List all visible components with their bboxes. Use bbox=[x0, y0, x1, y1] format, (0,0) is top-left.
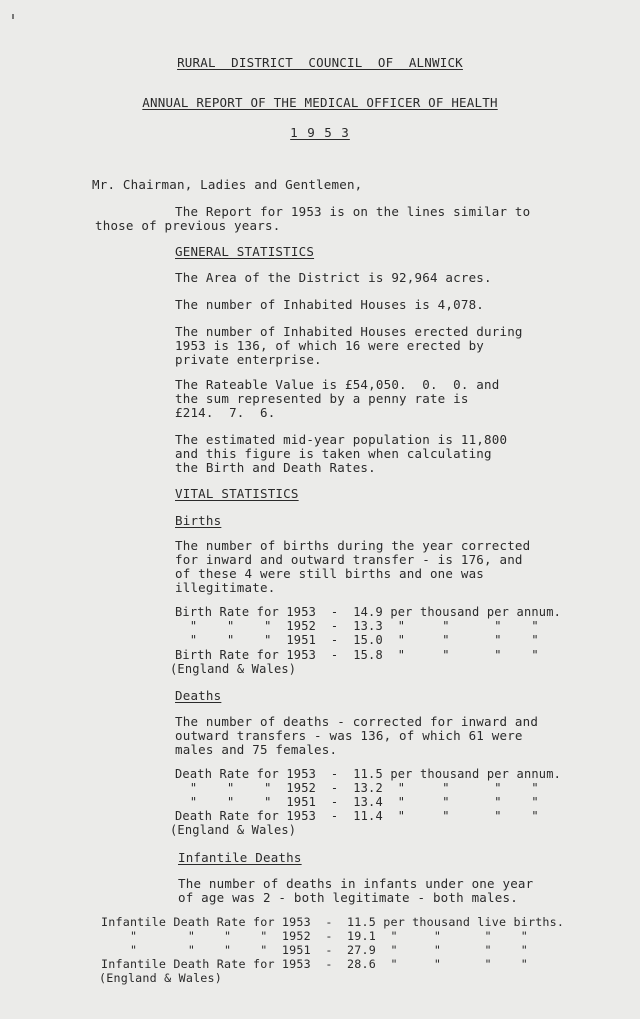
area-statement: The Area of the District is 92,964 acres. bbox=[175, 270, 492, 285]
report-year: 1 9 5 3 bbox=[290, 125, 350, 140]
report-title: ANNUAL REPORT OF THE MEDICAL OFFICER OF HEALTH bbox=[142, 95, 498, 110]
death-rate-row-1953: Death Rate for 1953 - 11.5 per thousand per annum. bbox=[175, 767, 562, 781]
infantile-rate-row-1951: " " " " 1951 - 27.9 " " " " bbox=[101, 943, 528, 957]
deaths-heading: Deaths bbox=[175, 688, 222, 703]
infantile-deaths-heading: Infantile Deaths bbox=[178, 850, 302, 865]
vital-statistics-heading: VITAL STATISTICS bbox=[175, 486, 299, 501]
infantile-rate-row-england: Infantile Death Rate for 1953 - 28.6 " " " " bbox=[101, 957, 528, 971]
general-statistics-heading: GENERAL STATISTICS bbox=[175, 244, 315, 259]
population-line-1: The estimated mid-year population is 11,800 bbox=[175, 432, 508, 447]
births-text-1: The number of births during the year corrected bbox=[175, 538, 531, 553]
births-text-3: of these 4 were still births and one was bbox=[175, 566, 485, 581]
page-mark bbox=[12, 14, 14, 19]
population-line-2: and this figure is taken when calculating bbox=[175, 446, 492, 461]
birth-rate-row-1952: " " " 1952 - 13.3 " " " " bbox=[175, 619, 539, 633]
council-title: RURAL DISTRICT COUNCIL OF ALNWICK bbox=[177, 55, 463, 70]
infantile-rate-row-1953: Infantile Death Rate for 1953 - 11.5 per thousand live births. bbox=[101, 915, 565, 929]
births-text-4: illegitimate. bbox=[175, 580, 276, 595]
birth-rate-row-1951: " " " 1951 - 15.0 " " " " bbox=[175, 633, 539, 647]
infantile-text-2: of age was 2 - both legitimate - both males. bbox=[178, 890, 518, 905]
birth-rate-row-1953: Birth Rate for 1953 - 14.9 per thousand per annum. bbox=[175, 605, 562, 619]
rateable-line-1: The Rateable Value is £54,050. 0. 0. and bbox=[175, 377, 500, 392]
erected-line-2: 1953 is 136, of which 16 were erected by bbox=[175, 338, 485, 353]
rateable-line-3: £214. 7. 6. bbox=[175, 405, 276, 420]
infantile-text-1: The number of deaths in infants under one year bbox=[178, 876, 534, 891]
birth-rate-row-england: Birth Rate for 1953 - 15.8 " " " " bbox=[175, 648, 539, 662]
population-line-3: the Birth and Death Rates. bbox=[175, 460, 376, 475]
death-rate-row-1952: " " " 1952 - 13.2 " " " " bbox=[175, 781, 539, 795]
births-heading: Births bbox=[175, 513, 222, 528]
rateable-line-2: the sum represented by a penny rate is bbox=[175, 391, 469, 406]
deaths-text-1: The number of deaths - corrected for inward and bbox=[175, 714, 539, 729]
intro-line-1: The Report for 1953 is on the lines similar to bbox=[175, 204, 531, 219]
death-rate-england-label: (England & Wales) bbox=[170, 823, 297, 837]
infantile-rate-england-label: (England & Wales) bbox=[99, 971, 223, 985]
infantile-rate-row-1952: " " " " 1952 - 19.1 " " " " bbox=[101, 929, 528, 943]
intro-line-2: those of previous years. bbox=[95, 218, 281, 233]
deaths-text-3: males and 75 females. bbox=[175, 742, 338, 757]
houses-statement: The number of Inhabited Houses is 4,078. bbox=[175, 297, 485, 312]
deaths-text-2: outward transfers - was 136, of which 61 were bbox=[175, 728, 523, 743]
erected-line-3: private enterprise. bbox=[175, 352, 322, 367]
death-rate-row-1951: " " " 1951 - 13.4 " " " " bbox=[175, 795, 539, 809]
birth-rate-england-label: (England & Wales) bbox=[170, 662, 297, 676]
erected-line-1: The number of Inhabited Houses erected during bbox=[175, 324, 523, 339]
births-text-2: for inward and outward transfer - is 176, and bbox=[175, 552, 523, 567]
salutation: Mr. Chairman, Ladies and Gentlemen, bbox=[92, 177, 363, 192]
death-rate-row-england: Death Rate for 1953 - 11.4 " " " " bbox=[175, 809, 539, 823]
